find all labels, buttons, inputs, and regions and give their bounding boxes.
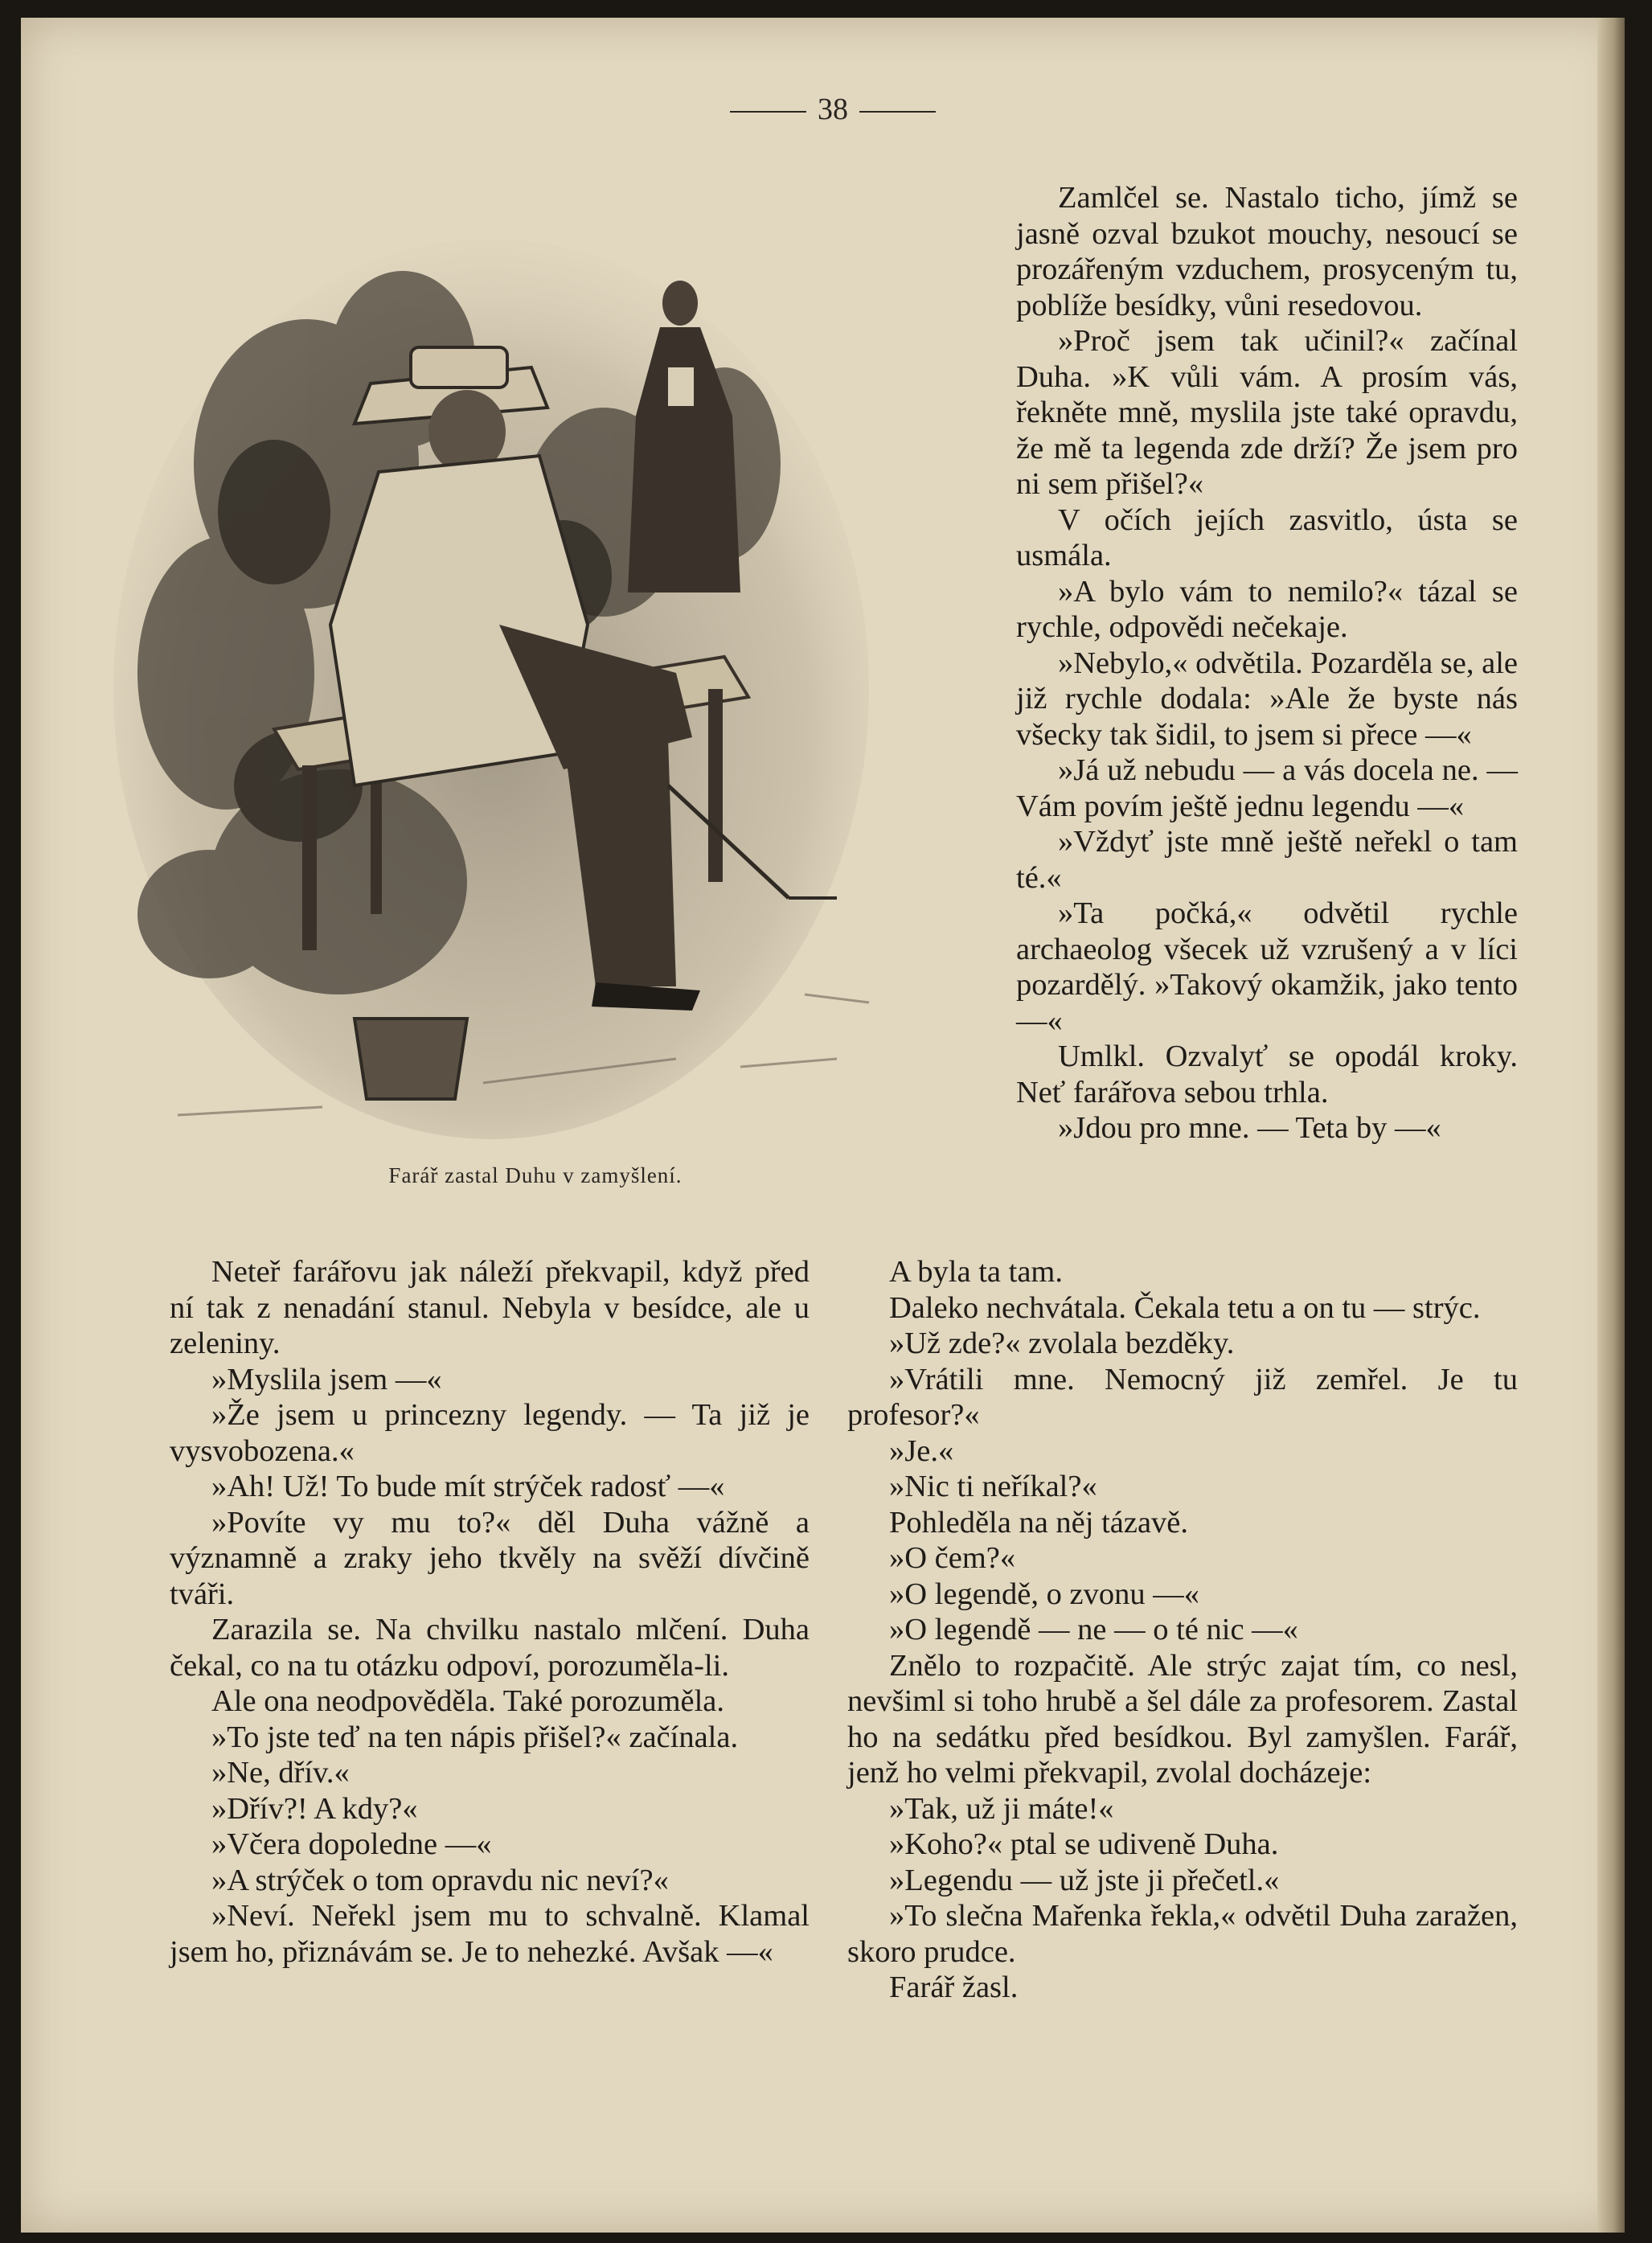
paragraph: »Ne, dřív.«: [211, 1756, 350, 1790]
page-number-rule-left: [730, 111, 806, 113]
paragraph: »Včera dopoledne —«: [211, 1827, 492, 1861]
paragraph: »Neví. Neřekl jsem mu to schvalně. Klamal jsem ho, přiznávám se. Je to nehezké. Avšak —«: [170, 1899, 810, 1969]
paragraph: »Vrátili mne. Nemocný již zemřel. Je tu profesor?«: [847, 1362, 1518, 1432]
paragraph: »A strýček o tom opravdu nic neví?«: [211, 1863, 669, 1897]
illustration-vignette: [113, 174, 881, 1147]
paragraph: Zarazila se. Na chvilku nastalo mlčení. Duha čekal, co na tu otázku odpoví, porozuměla-li.: [170, 1613, 810, 1683]
paragraph: »Nic ti neříkal?«: [889, 1470, 1097, 1503]
paragraph: Pohleděla na něj tázavě.: [889, 1505, 1188, 1540]
paragraph: »Ta počká,« odvětil rychle archaeolog všecek už vzrušený a v líci pozardělý. »Takový okamžik, jako tento —«: [1016, 896, 1518, 1038]
text-column-right-lower: [847, 1254, 1518, 2006]
illustration-caption: Farář zastal Duhu v zamyšlení.: [388, 1163, 683, 1187]
paragraph: A byla ta tam.: [889, 1255, 1063, 1289]
page-number: [712, 92, 953, 127]
paragraph: Umlkl. Ozvalyť se opodál kroky. Neť farářova sebou trhla.: [1016, 1039, 1518, 1109]
paragraph: »O legendě, o zvonu —«: [889, 1577, 1199, 1611]
paragraph: »Nebylo,« odvětila. Pozarděla se, ale již rychle dodala: »Ale že byste nás všecky tak šidil, to jsem si přece —«: [1016, 646, 1518, 752]
text-column-left: [170, 1254, 810, 1970]
paragraph: »Koho?« ptal se udiveně Duha.: [889, 1827, 1279, 1861]
paragraph: »Legendu — už jste ji přečetl.«: [889, 1863, 1280, 1897]
plant-pot: [355, 1019, 467, 1099]
paragraph: V očích jejích zasvitlo, ústa se usmála.: [1016, 502, 1518, 572]
paragraph: »Myslila jsem —«: [211, 1362, 442, 1396]
page-number-text: 38: [818, 92, 848, 126]
paragraph: Farář žasl.: [889, 1970, 1019, 2004]
book-page: [21, 18, 1625, 2233]
paragraph: »Dřív?! A kdy?«: [211, 1791, 418, 1826]
page-edge: [1597, 18, 1625, 2233]
paragraph: »Tak, už ji máte!«: [889, 1791, 1114, 1826]
paragraph: Zamlčel se. Nastalo ticho, jímž se jasně ozval bzukot mouchy, nesoucí se prozářeným vzduchem, prosyceným tu, poblíže besídky, vůni resedovou.: [1016, 181, 1518, 322]
paragraph: »Už zde?« zvolala bezděky.: [889, 1327, 1235, 1360]
paragraph: »To jste teď na ten nápis přišel?« začínala.: [211, 1720, 739, 1754]
paragraph: »O čem?«: [889, 1541, 1016, 1575]
paragraph: Znělo to rozpačitě. Ale strýc zajat tím, co nesl, nevšiml si toho hrubě a šel dále za profesorem. Zastal ho na sedátku před besídkou. Byl zamyšlen. Farář, jenž ho velmi překvapil, zvolal docházeje:: [847, 1648, 1518, 1790]
paragraph: »Já už nebudu — a vás docela ne. — Vám povím ještě jednu legendu —«: [1016, 753, 1518, 823]
paragraph: »Jdou pro mne. — Teta by —«: [1058, 1111, 1441, 1145]
paragraph: »O legendě — ne — o té nic —«: [889, 1613, 1298, 1646]
paragraph: »Proč jsem tak učinil?« začínal Duha. »K vůli vám. A prosím vás, řekněte mně, myslila jste také opravdu, že mě ta legenda zde drží? Že jsem pro ni sem přišel?«: [1016, 324, 1518, 501]
paragraph: Neteř farářovu jak náleží překvapil, když před ní tak z nenadání stanul. Nebyla v besídce, ale u zeleniny.: [170, 1255, 810, 1360]
paragraph: Daleko nechvátala. Čekala tetu a on tu — strýc.: [889, 1290, 1481, 1325]
page-number-rule-right: [859, 111, 936, 113]
paragraph: »Ah! Už! To bude mít strýček radosť —«: [211, 1470, 725, 1503]
text-column-right-upper: [1016, 180, 1518, 1146]
paragraph: »A bylo vám to nemilo?« tázal se rychle, odpovědi nečekaje.: [1016, 574, 1518, 644]
paragraph: »Povíte vy mu to?« děl Duha vážně a významně a zraky jeho tkvěly na svěží dívčině tváři.: [170, 1505, 810, 1611]
paragraph: »Že jsem u princezny legendy. — Ta již je vysvobozena.«: [170, 1398, 810, 1468]
paragraph: »Vždyť jste mně ještě neřekl o tam té.«: [1016, 825, 1518, 895]
paragraph: »Je.«: [889, 1433, 954, 1468]
paragraph: »To slečna Mařenka řekla,« odvětil Duha zaražen, skoro prudce.: [847, 1899, 1518, 1969]
paragraph: Ale ona neodpověděla. Také porozuměla.: [211, 1684, 725, 1718]
